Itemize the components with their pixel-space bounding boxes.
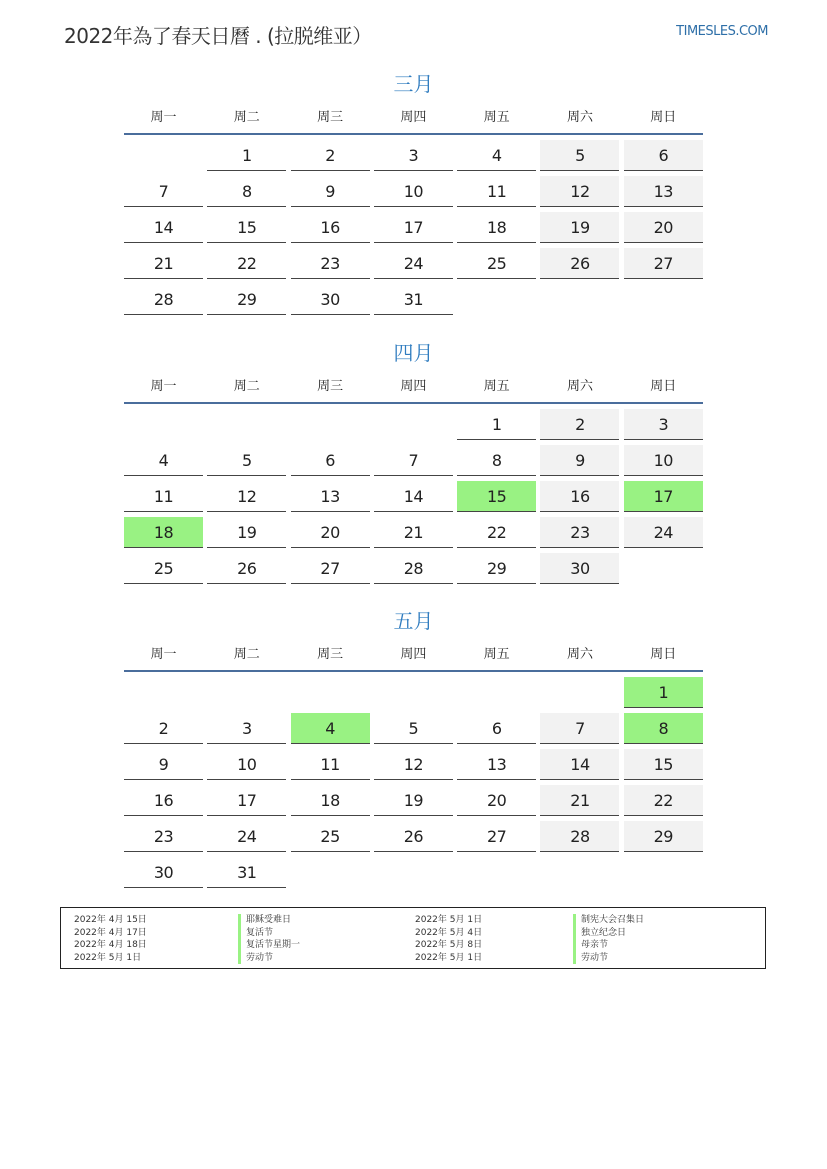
legend-date: 2022年 5月 1日 xyxy=(74,952,142,963)
day-cell: 20 xyxy=(457,785,536,816)
day-cell: 19 xyxy=(374,785,453,816)
month-title: 五月 xyxy=(393,609,434,633)
day-cell: 6 xyxy=(291,445,370,476)
empty-cell xyxy=(124,409,203,440)
empty-cell xyxy=(457,284,536,315)
day-cell: 6 xyxy=(624,140,703,171)
day-grid xyxy=(124,140,703,315)
day-cell: 8 xyxy=(207,176,286,207)
legend-date: 2022年 4月 18日 xyxy=(74,940,147,950)
empty-cell xyxy=(374,409,453,440)
day-cell: 2 xyxy=(291,140,370,171)
day-cell: 25 xyxy=(124,553,203,584)
day-cell: 10 xyxy=(207,749,286,780)
day-grid xyxy=(124,409,703,584)
day-cell: 3 xyxy=(207,713,286,744)
legend-holiday-name: 复活节星期一 xyxy=(238,939,300,952)
day-cell: 3 xyxy=(374,140,453,171)
day-cell: 3 xyxy=(624,409,703,440)
day-cell: 4 xyxy=(457,140,536,171)
weekday-label: 周三 xyxy=(317,110,344,125)
day-cell: 15 xyxy=(207,212,286,243)
day-cell: 9 xyxy=(291,176,370,207)
weekday-label: 周二 xyxy=(233,379,260,394)
day-cell: 7 xyxy=(124,176,203,207)
empty-cell xyxy=(624,553,703,584)
day-cell: 12 xyxy=(540,176,619,207)
day-cell: 16 xyxy=(540,481,619,512)
day-cell: 21 xyxy=(374,517,453,548)
month-march xyxy=(124,70,703,315)
day-cell: 27 xyxy=(457,821,536,852)
empty-cell xyxy=(624,284,703,315)
weekday-label: 周五 xyxy=(483,379,510,394)
weekday-header xyxy=(124,375,703,404)
month-may xyxy=(124,607,703,888)
empty-cell xyxy=(291,677,370,708)
day-cell: 1 xyxy=(457,409,536,440)
holiday-legend xyxy=(60,907,766,969)
day-cell: 6 xyxy=(457,713,536,744)
month-title: 四月 xyxy=(393,341,434,365)
empty-cell xyxy=(207,677,286,708)
day-cell: 31 xyxy=(207,857,286,888)
day-cell: 30 xyxy=(291,284,370,315)
legend-names-left xyxy=(238,914,300,964)
day-cell: 10 xyxy=(624,445,703,476)
weekday-label: 周五 xyxy=(483,110,510,125)
weekday-label: 周六 xyxy=(566,110,593,125)
day-cell: 25 xyxy=(457,248,536,279)
empty-cell xyxy=(124,677,203,708)
day-cell: 11 xyxy=(124,481,203,512)
month-title: 三月 xyxy=(393,72,434,96)
day-cell: 22 xyxy=(457,517,536,548)
day-cell: 27 xyxy=(291,553,370,584)
weekday-label: 周日 xyxy=(650,647,677,662)
legend-dates-right xyxy=(415,914,482,964)
day-cell: 16 xyxy=(124,785,203,816)
day-cell: 26 xyxy=(540,248,619,279)
day-cell: 2 xyxy=(540,409,619,440)
empty-cell xyxy=(124,140,203,171)
legend-holiday-name: 复活节 xyxy=(238,927,300,940)
empty-cell xyxy=(540,857,619,888)
weekday-label: 周一 xyxy=(150,379,177,394)
day-cell: 28 xyxy=(540,821,619,852)
weekday-label: 周六 xyxy=(566,647,593,662)
day-cell: 25 xyxy=(291,821,370,852)
empty-cell xyxy=(540,677,619,708)
legend-date: 2022年 5月 1日 xyxy=(415,915,483,925)
day-cell: 20 xyxy=(291,517,370,548)
legend-names-right xyxy=(573,914,644,964)
weekday-header xyxy=(124,643,703,672)
day-cell: 16 xyxy=(291,212,370,243)
empty-cell xyxy=(291,409,370,440)
legend-date: 2022年 5月 8日 xyxy=(415,940,483,950)
weekday-label: 周日 xyxy=(650,110,677,125)
empty-cell xyxy=(374,857,453,888)
weekday-label: 周三 xyxy=(317,379,344,394)
day-cell: 27 xyxy=(624,248,703,279)
weekday-label: 周一 xyxy=(150,110,177,125)
day-cell: 15 xyxy=(457,481,536,512)
day-cell: 24 xyxy=(624,517,703,548)
legend-holiday-name: 制宪大会召集日 xyxy=(573,914,644,927)
day-cell: 19 xyxy=(207,517,286,548)
legend-dates-left xyxy=(74,914,147,964)
day-cell: 30 xyxy=(124,857,203,888)
day-cell: 18 xyxy=(457,212,536,243)
day-cell: 14 xyxy=(124,212,203,243)
day-cell: 21 xyxy=(540,785,619,816)
empty-cell xyxy=(457,677,536,708)
day-cell: 13 xyxy=(457,749,536,780)
day-grid xyxy=(124,677,703,888)
day-cell: 28 xyxy=(374,553,453,584)
day-cell: 26 xyxy=(207,553,286,584)
day-cell: 26 xyxy=(374,821,453,852)
day-cell: 8 xyxy=(457,445,536,476)
day-cell: 22 xyxy=(207,248,286,279)
weekday-label: 周五 xyxy=(483,647,510,662)
legend-holiday-name: 耶稣受难日 xyxy=(238,914,300,927)
legend-holiday-name: 劳动节 xyxy=(573,952,644,965)
weekday-label: 周四 xyxy=(400,379,427,394)
day-cell: 23 xyxy=(540,517,619,548)
day-cell: 15 xyxy=(624,749,703,780)
day-cell: 4 xyxy=(124,445,203,476)
day-cell: 10 xyxy=(374,176,453,207)
weekday-label: 周二 xyxy=(233,647,260,662)
empty-cell xyxy=(457,857,536,888)
day-cell: 1 xyxy=(624,677,703,708)
day-cell: 30 xyxy=(540,553,619,584)
empty-cell xyxy=(540,284,619,315)
day-cell: 9 xyxy=(540,445,619,476)
day-cell: 28 xyxy=(124,284,203,315)
empty-cell xyxy=(291,857,370,888)
day-cell: 29 xyxy=(624,821,703,852)
day-cell: 29 xyxy=(207,284,286,315)
legend-holiday-name: 劳动节 xyxy=(238,952,300,965)
day-cell: 24 xyxy=(374,248,453,279)
day-cell: 31 xyxy=(374,284,453,315)
legend-date: 2022年 5月 4日 xyxy=(415,927,483,938)
site-link[interactable]: TIMESLES.COM xyxy=(676,24,768,39)
legend-date: 2022年 5月 1日 xyxy=(415,952,483,963)
day-cell: 2 xyxy=(124,713,203,744)
day-cell: 14 xyxy=(540,749,619,780)
weekday-label: 周六 xyxy=(566,379,593,394)
day-cell: 17 xyxy=(207,785,286,816)
day-cell: 22 xyxy=(624,785,703,816)
day-cell: 20 xyxy=(624,212,703,243)
day-cell: 9 xyxy=(124,749,203,780)
day-cell: 18 xyxy=(291,785,370,816)
legend-date: 2022年 4月 17日 xyxy=(74,927,147,938)
weekday-label: 周四 xyxy=(400,110,427,125)
day-cell: 1 xyxy=(207,140,286,171)
day-cell: 18 xyxy=(124,517,203,548)
day-cell: 5 xyxy=(207,445,286,476)
day-cell: 4 xyxy=(291,713,370,744)
legend-date: 2022年 4月 15日 xyxy=(74,915,147,925)
legend-holiday-name: 独立纪念日 xyxy=(573,927,644,940)
day-cell: 17 xyxy=(374,212,453,243)
day-cell: 7 xyxy=(374,445,453,476)
weekday-label: 周一 xyxy=(150,647,177,662)
day-cell: 24 xyxy=(207,821,286,852)
empty-cell xyxy=(207,409,286,440)
day-cell: 23 xyxy=(124,821,203,852)
day-cell: 12 xyxy=(374,749,453,780)
month-april xyxy=(124,339,703,584)
weekday-label: 周日 xyxy=(650,379,677,394)
weekday-header xyxy=(124,106,703,135)
day-cell: 19 xyxy=(540,212,619,243)
empty-cell xyxy=(374,677,453,708)
weekday-label: 周二 xyxy=(233,110,260,125)
day-cell: 13 xyxy=(624,176,703,207)
empty-cell xyxy=(624,857,703,888)
day-cell: 23 xyxy=(291,248,370,279)
day-cell: 13 xyxy=(291,481,370,512)
page-title: 2022年為了春天日曆 . (拉脱维亚） xyxy=(64,24,372,48)
weekday-label: 周四 xyxy=(400,647,427,662)
day-cell: 14 xyxy=(374,481,453,512)
day-cell: 5 xyxy=(540,140,619,171)
day-cell: 5 xyxy=(374,713,453,744)
day-cell: 21 xyxy=(124,248,203,279)
day-cell: 7 xyxy=(540,713,619,744)
day-cell: 12 xyxy=(207,481,286,512)
weekday-label: 周三 xyxy=(317,647,344,662)
day-cell: 17 xyxy=(624,481,703,512)
day-cell: 11 xyxy=(291,749,370,780)
day-cell: 11 xyxy=(457,176,536,207)
day-cell: 8 xyxy=(624,713,703,744)
day-cell: 29 xyxy=(457,553,536,584)
legend-holiday-name: 母亲节 xyxy=(573,939,644,952)
